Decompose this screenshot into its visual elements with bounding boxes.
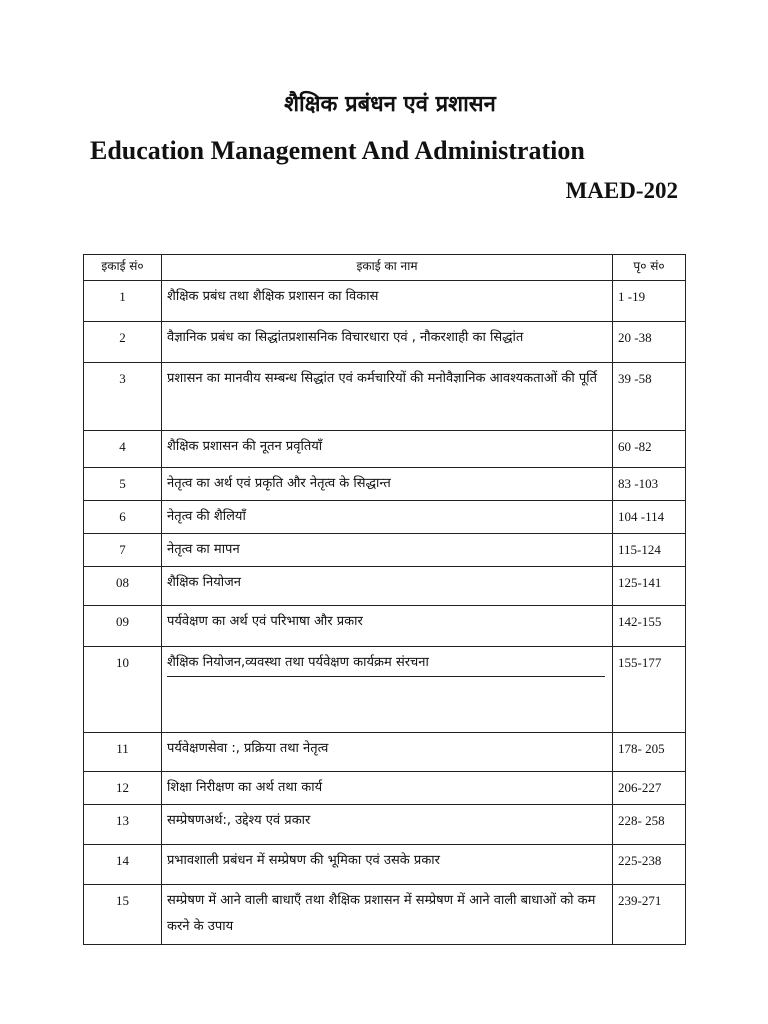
unit-name: पर्यवेक्षणसेवा :, प्रक्रिया तथा नेतृत्व: [162, 733, 613, 772]
table-row: [84, 281, 686, 322]
unit-number: 1: [84, 281, 162, 322]
unit-name: शैक्षिक नियोजन: [162, 567, 613, 606]
table-row: [84, 322, 686, 363]
unit-pages: 155-177: [613, 647, 686, 733]
hindi-title: शैक्षिक प्रबंधन एवं प्रशासन: [284, 92, 496, 117]
unit-name: वैज्ञानिक प्रबंध का सिद्धांतप्रशासनिक विचारधारा एवं , नौकरशाही का सिद्धांत: [162, 322, 613, 363]
contents-table: [83, 254, 686, 945]
english-title: Education Management And Administration: [90, 136, 585, 165]
header-unit-number: इकाई सं०: [84, 255, 162, 281]
unit-number: 09: [84, 606, 162, 647]
table-row: [84, 805, 686, 845]
table-row: [84, 733, 686, 772]
unit-pages: 20 -38: [613, 322, 686, 363]
table-row: [84, 431, 686, 468]
header-page-number: पृ० सं०: [613, 255, 686, 281]
unit-pages: 239-271: [613, 885, 686, 945]
table-row: [84, 468, 686, 501]
unit-number: 12: [84, 772, 162, 805]
unit-pages: 125-141: [613, 567, 686, 606]
unit-number: 5: [84, 468, 162, 501]
unit-pages: 178- 205: [613, 733, 686, 772]
unit-name: पर्यवेक्षण का अर्थ एवं परिभाषा और प्रकार: [162, 606, 613, 647]
unit-number: 13: [84, 805, 162, 845]
unit-name: प्रभावशाली प्रबंधन में सम्प्रेषण की भूमिका एवं उसके प्रकार: [162, 845, 613, 885]
unit-pages: 115-124: [613, 534, 686, 567]
unit-name: [162, 647, 613, 733]
unit-number: 2: [84, 322, 162, 363]
table-row: [84, 885, 686, 945]
table-row: [84, 567, 686, 606]
unit-name: शैक्षिक प्रशासन की नूतन प्रवृतियाँ: [162, 431, 613, 468]
table-row: [84, 534, 686, 567]
unit-number: 6: [84, 501, 162, 534]
table-row: [84, 363, 686, 431]
table-row: [84, 772, 686, 805]
table-row: [84, 647, 686, 733]
underlined-unit-name: शैक्षिक नियोजन,व्यवस्था तथा पर्यवेक्षण कार्यक्रम संरचना: [167, 650, 605, 677]
unit-number: 7: [84, 534, 162, 567]
unit-name: सम्प्रेषणअर्थ:, उद्देश्य एवं प्रकार: [162, 805, 613, 845]
unit-number: 3: [84, 363, 162, 431]
unit-pages: 1 -19: [613, 281, 686, 322]
unit-name: प्रशासन का मानवीय सम्बन्ध सिद्धांत एवं कर्मचारियों की मनोवैज्ञानिक आवश्यकताओं की पूर्ति: [162, 363, 613, 431]
unit-name: नेतृत्व का अर्थ एवं प्रकृति और नेतृत्व के सिद्धान्त: [162, 468, 613, 501]
unit-pages: 225-238: [613, 845, 686, 885]
unit-pages: 228- 258: [613, 805, 686, 845]
unit-pages: 60 -82: [613, 431, 686, 468]
unit-number: 08: [84, 567, 162, 606]
unit-number: 4: [84, 431, 162, 468]
unit-pages: 39 -58: [613, 363, 686, 431]
unit-name: नेतृत्व का मापन: [162, 534, 613, 567]
unit-number: 10: [84, 647, 162, 733]
unit-number: 15: [84, 885, 162, 945]
unit-pages: 83 -103: [613, 468, 686, 501]
unit-pages: 142-155: [613, 606, 686, 647]
unit-name: शैक्षिक प्रबंध तथा शैक्षिक प्रशासन का विकास: [162, 281, 613, 322]
table-row: [84, 501, 686, 534]
unit-number: 11: [84, 733, 162, 772]
unit-pages: 206-227: [613, 772, 686, 805]
header-unit-name: इकाई का नाम: [162, 255, 613, 281]
table-row: [84, 606, 686, 647]
table-row: [84, 845, 686, 885]
table-header-row: [84, 255, 686, 281]
unit-name: शिक्षा निरीक्षण का अर्थ तथा कार्य: [162, 772, 613, 805]
unit-number: 14: [84, 845, 162, 885]
unit-name: सम्प्रेषण में आने वाली बाधाएँ तथा शैक्षिक प्रशासन में सम्प्रेषण में आने वाली बाधाओं को कम करने के उपाय: [162, 885, 613, 945]
unit-pages: 104 -114: [613, 501, 686, 534]
course-code: MAED-202: [565, 178, 678, 203]
unit-name: नेतृत्व की शैलियाँ: [162, 501, 613, 534]
